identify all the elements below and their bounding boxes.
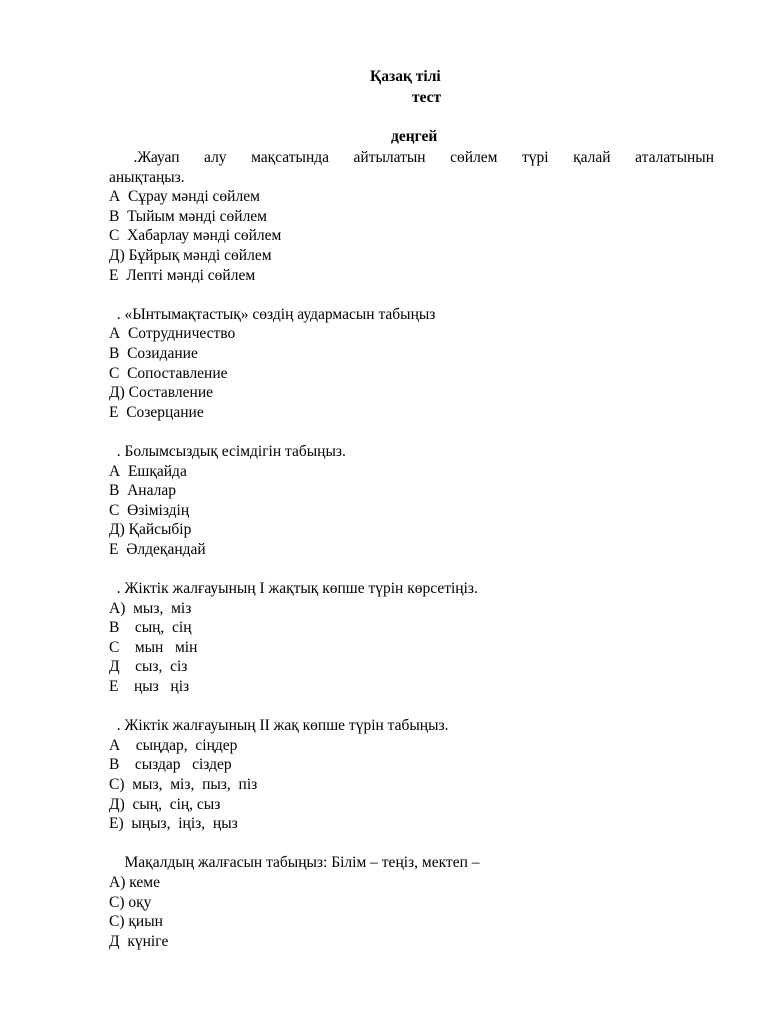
subject-title: Қазақ тілі xyxy=(370,68,441,85)
answer-option: В Аналар xyxy=(109,482,176,500)
test-content xyxy=(109,148,714,951)
question-text: . Жіктік жалғауының І жақтық көпше түрін көрсетіңіз. xyxy=(109,580,478,598)
question-text-continued: анықтаңыз. xyxy=(109,168,185,186)
answer-option: А Сұрау мәнді сөйлем xyxy=(109,188,260,206)
spacer xyxy=(109,697,714,717)
answer-option: А) кеме xyxy=(109,873,160,891)
question-text: . «Ынтымақтастық» сөздің аудармасын табыңыз xyxy=(109,305,436,323)
answer-option: С Сопоставление xyxy=(109,364,228,382)
answer-option: Д сыз, сіз xyxy=(109,658,188,676)
answer-option: А Ешқайда xyxy=(109,462,187,480)
spacer xyxy=(109,422,714,442)
level-title: деңгей xyxy=(391,128,438,145)
question-text: Мақалдың жалғасын табыңыз: Білім – теңіз, мектеп – xyxy=(109,854,480,872)
answer-option: В Тыйым мәнді сөйлем xyxy=(109,207,267,225)
answer-option: С) мыз, міз, пыз, піз xyxy=(109,776,258,793)
question-text: .Жауап алу мақсатында айтылатын сөйлем түрі қалай аталатынын xyxy=(109,149,714,166)
answer-option: Е Созерцание xyxy=(109,403,204,421)
answer-option: С мын мін xyxy=(109,638,198,656)
doc-type-title: тест xyxy=(412,89,442,106)
answer-option: С Хабарлау мәнді сөйлем xyxy=(109,227,282,245)
question-3 xyxy=(109,442,714,560)
answer-option: Д) сың, сің, сыз xyxy=(109,795,221,813)
question-5 xyxy=(109,716,714,834)
answer-option: Е ңыз ңіз xyxy=(109,678,190,696)
answer-option: В сыздар сіздер xyxy=(109,756,232,774)
answer-option: С) қиын xyxy=(109,913,163,931)
answer-option: Е Әлдеқандай xyxy=(109,540,206,558)
spacer xyxy=(109,834,714,854)
spacer xyxy=(109,559,714,579)
answer-option: Д) Бұйрық мәнді сөйлем xyxy=(109,246,272,264)
answer-option: Е Лепті мәнді сөйлем xyxy=(109,266,256,284)
spacer xyxy=(109,285,714,305)
question-text: . Болымсыздық есімдігін табыңыз. xyxy=(109,442,346,460)
answer-option: Е) ыңыз, іңіз, ңыз xyxy=(109,815,238,833)
answer-option: В сың, сің xyxy=(109,619,192,637)
answer-option: С Өзіміздің xyxy=(109,501,190,519)
question-6 xyxy=(109,853,714,951)
question-4 xyxy=(109,579,714,697)
answer-option: А сыңдар, сіңдер xyxy=(109,736,238,754)
question-2 xyxy=(109,305,714,423)
answer-option: Д күнігe xyxy=(109,932,169,950)
answer-option: А) мыз, міз xyxy=(109,599,192,617)
answer-option: Д) Составление xyxy=(109,384,214,402)
answer-option: В Созидание xyxy=(109,344,198,362)
answer-option: Д) Қайсыбір xyxy=(109,521,192,539)
answer-option: С) оқу xyxy=(109,893,152,911)
answer-option: А Сотрудничество xyxy=(109,325,236,343)
question-text: . Жіктік жалғауының ІІ жақ көпше түрін табыңыз. xyxy=(109,717,449,735)
question-1 xyxy=(109,148,714,285)
